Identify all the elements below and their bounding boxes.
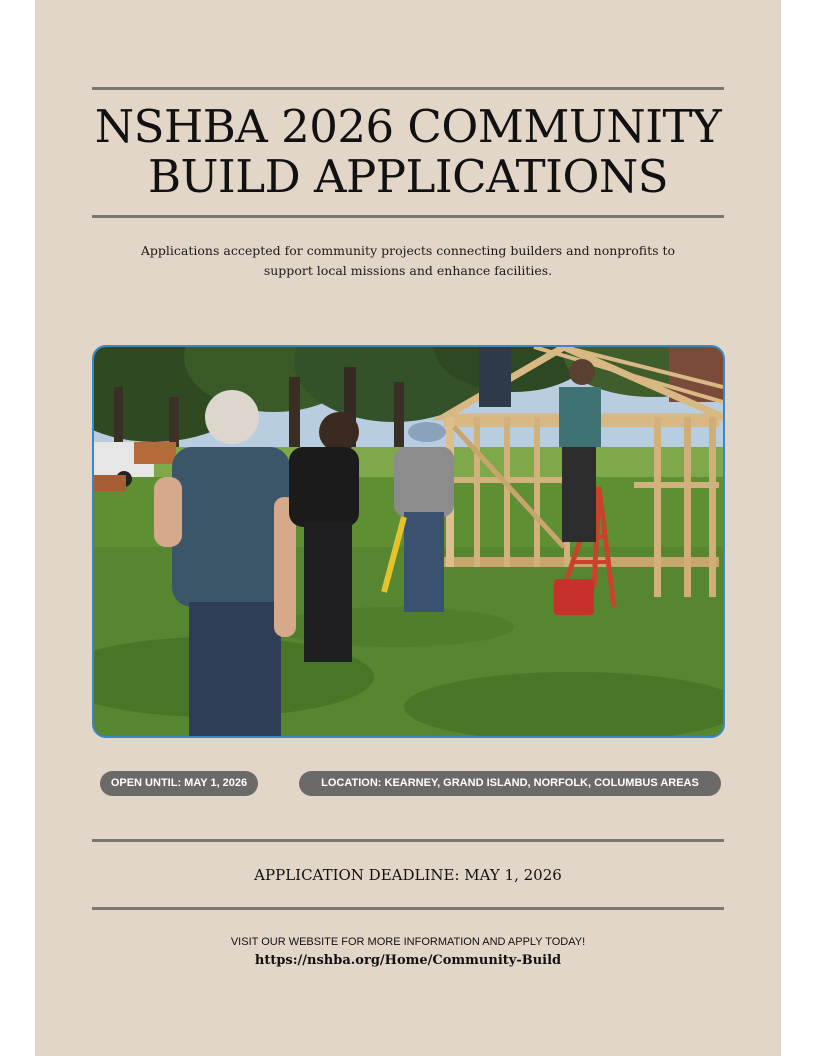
flyer-page — [35, 0, 781, 1056]
flyer-title: NSHBA 2026 COMMUNITY BUILD APPLICATIONS — [94, 100, 722, 203]
deadline-bottom-rule — [92, 907, 724, 910]
open-until-badge: OPEN UNTIL: MAY 1, 2026 — [100, 771, 258, 796]
application-deadline: APPLICATION DEADLINE: MAY 1, 2026 — [254, 866, 562, 884]
flyer-subtitle: Applications accepted for community projects connecting builders and nonprofits to support local missions and enhance facilities. — [140, 243, 676, 278]
community-build-photo — [92, 345, 725, 738]
website-link[interactable]: https://nshba.org/Home/Community-Build — [254, 953, 562, 968]
title-bottom-rule — [92, 215, 724, 218]
call-to-action: VISIT OUR WEBSITE FOR MORE INFORMATION AND APPLY TODAY! — [230, 936, 586, 948]
location-badge: LOCATION: KEARNEY, GRAND ISLAND, NORFOLK, COLUMBUS AREAS — [299, 771, 721, 796]
top-rule — [92, 87, 724, 90]
deadline-top-rule — [92, 839, 724, 842]
